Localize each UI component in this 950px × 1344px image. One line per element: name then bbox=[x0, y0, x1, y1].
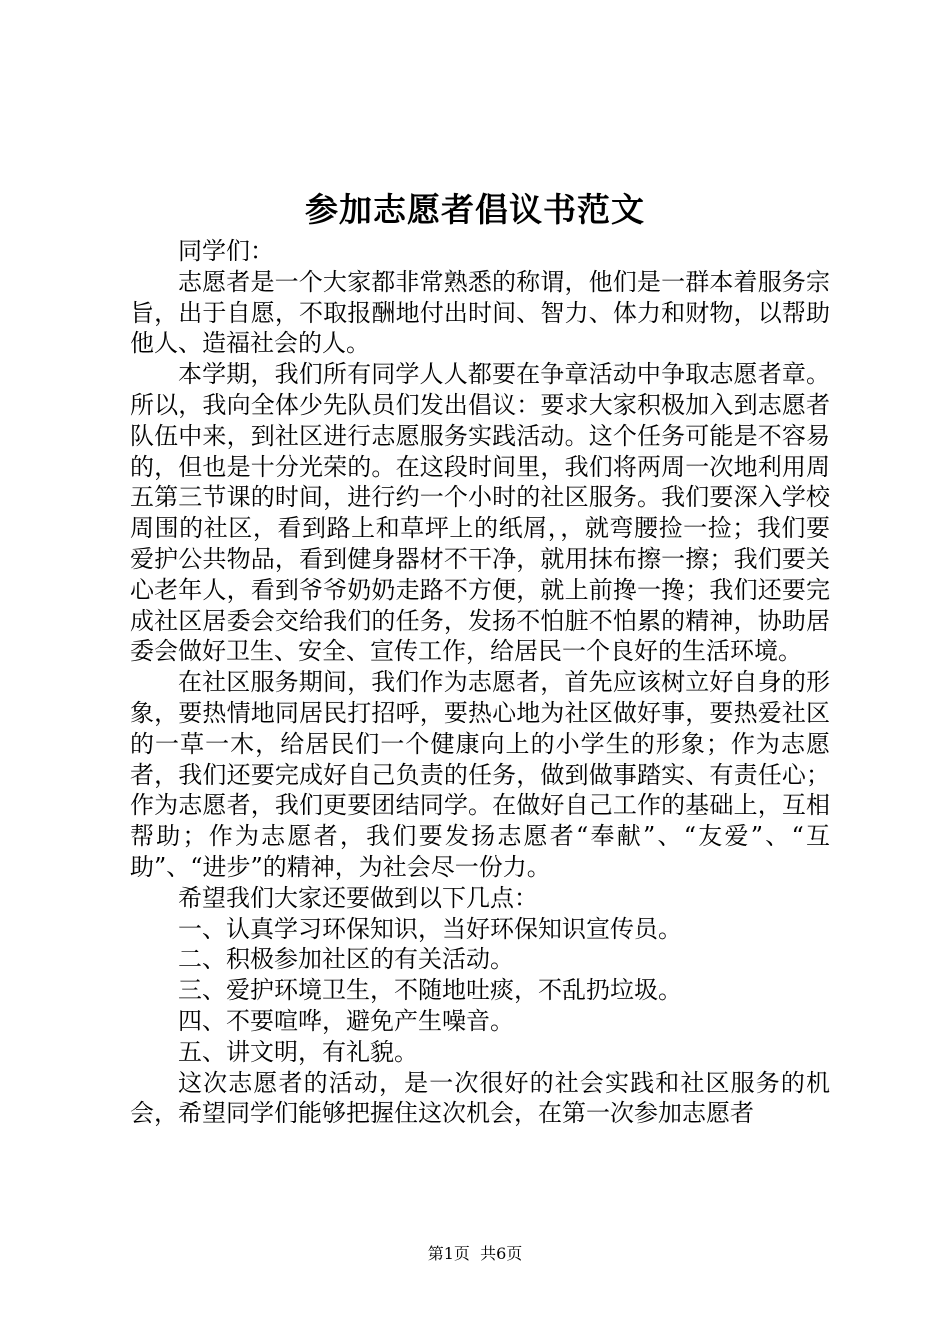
page-total: 共6页 bbox=[480, 1244, 523, 1263]
document-title: 参加志愿者倡议书范文 bbox=[305, 190, 645, 229]
salutation-paragraph: 同学们： bbox=[178, 237, 274, 265]
list-item: 四、不要喧哗，避免产生噪音。 bbox=[178, 1006, 514, 1035]
list-item: 二、积极参加社区的有关活动。 bbox=[178, 945, 514, 974]
document-body bbox=[130, 236, 830, 1129]
page-number: 第1页 bbox=[427, 1244, 470, 1263]
body-paragraph: 希望我们大家还要做到以下几点： bbox=[178, 883, 538, 912]
list-item: 五、讲文明，有礼貌。 bbox=[178, 1037, 418, 1066]
list-item: 三、爱护环境卫生，不随地吐痰，不乱扔垃圾。 bbox=[178, 976, 682, 1005]
body-paragraph: 志愿者是一个大家都非常熟悉的称谓，他们是一群本着服务宗旨，出于自愿，不取报酬地付出时间、智力、体力和财物，以帮助他人、造福社会的人。 bbox=[130, 267, 830, 358]
page-footer bbox=[0, 1243, 950, 1265]
list-item: 一、认真学习环保知识，当好环保知识宣传员。 bbox=[178, 914, 682, 943]
body-paragraph: 本学期，我们所有同学人人都要在争章活动中争取志愿者章。所以，我向全体少先队员们发出倡议：要求大家积极加入到志愿者队伍中来，到社区进行志愿服务实践活动。这个任务可能是不容易的，但也是十分光荣的。在这段时间里，我们将两周一次地利用周五第三节课的时间，进行约一个小时的社区服务。我们要深入学校周围的社区，看到路上和草坪上的纸屑，，就弯腰捡一捡；我们要爱护公共物品，看到健身器材不干净，就用抹布擦一擦；我们要关心老年人，看到爷爷奶奶走路不方便，就上前搀一搀；我们还要完成社区居委会交给我们的任务，发扬不怕脏不怕累的精神，协助居委会做好卫生、安全、宣传工作，给居民一个良好的生活环境。 bbox=[130, 360, 830, 666]
body-paragraph: 在社区服务期间，我们作为志愿者，首先应该树立好自身的形象，要热情地同居民打招呼，要热心地为社区做好事，要热爱社区的一草一木，给居民们一个健康向上的小学生的形象；作为志愿者，我们还要完成好自己负责的任务，做到做事踏实、有责任心；作为志愿者，我们更要团结同学。在做好自己工作的基础上，互相帮助；作为志愿者，我们要发扬志愿者“奉献”、“友爱”、“互助”、“进步”的精神，为社会尽一份力。 bbox=[130, 668, 830, 881]
body-paragraph: 这次志愿者的活动，是一次很好的社会实践和社区服务的机会，希望同学们能够把握住这次机会，在第一次参加志愿者 bbox=[130, 1068, 830, 1128]
